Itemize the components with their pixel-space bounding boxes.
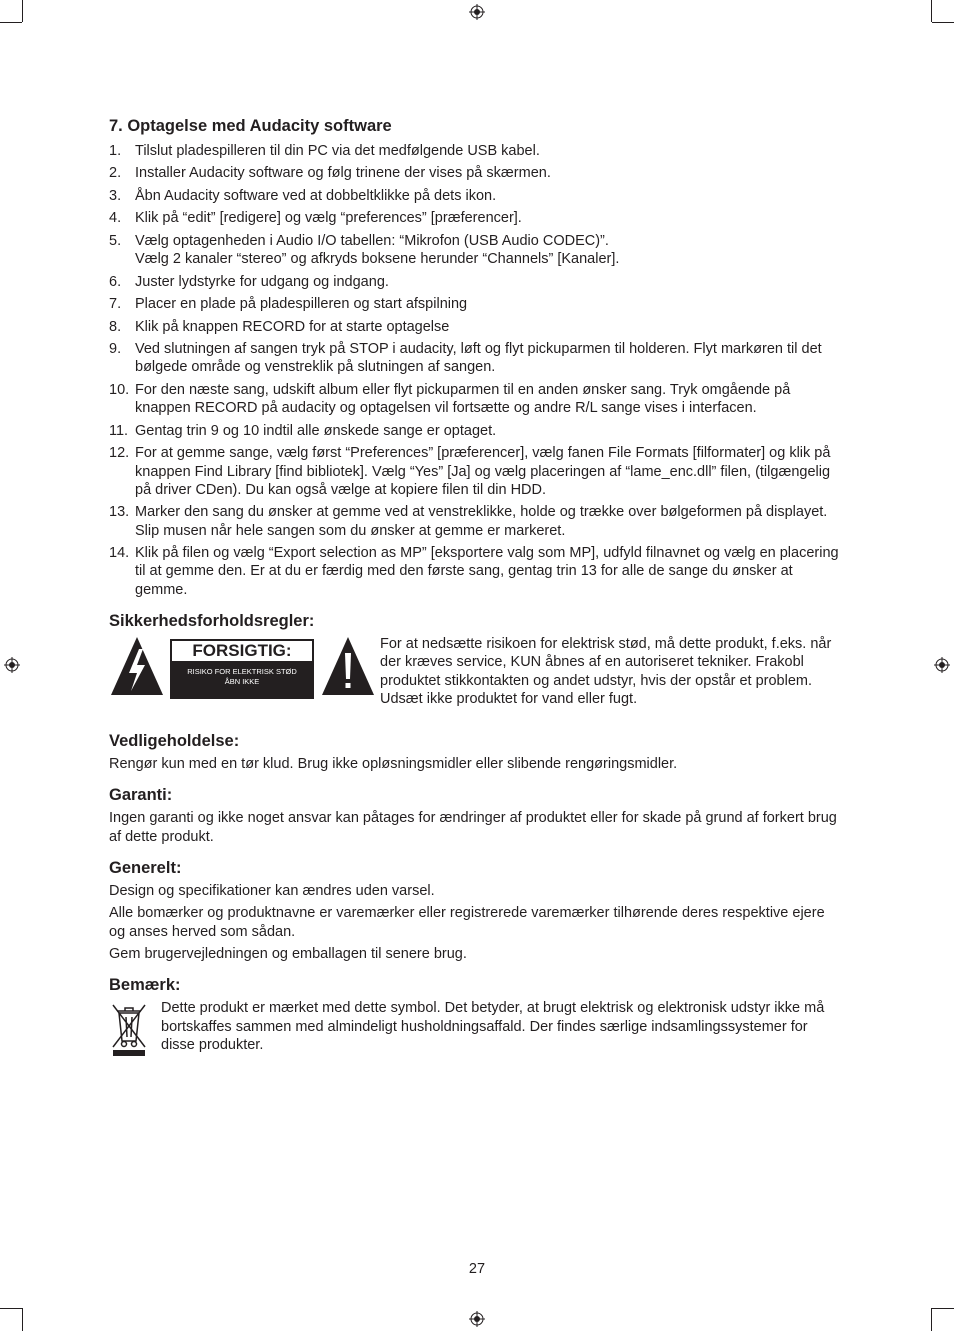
- list-item: 2. Installer Audacity software og følg trinene der vises på skærmen.: [109, 165, 551, 182]
- list-item: 3. Åbn Audacity software ved at dobbeltklikke på dets ikon.: [109, 187, 497, 204]
- crop-mark: [932, 22, 954, 23]
- list-item: 7. Placer en plade på pladespilleren og start afspilning: [109, 296, 468, 313]
- warranty-text: Ingen garanti og ikke noget ansvar kan påtages for ændringer af produktet eller for skade på grund af forkert brug af dette produkt.: [109, 810, 837, 845]
- exclamation-warning-icon: [320, 635, 376, 697]
- list-item: 6. Juster lydstyrke for udgang og indgang.: [109, 273, 389, 290]
- general-text-2: Alle bomærker og produktnavne er varemærker eller registrerede varemærker tilhørende deres respektive ejere og anses herved som sådan.: [109, 905, 825, 940]
- page-number: 27: [468, 1261, 486, 1277]
- safety-text: For at nedsætte risikoen for elektrisk stød, må dette produkt, f.eks. når der kræves service, KUN åbnes af en autoriseret tekniker. Frakobl produktet stikkontakten og andet udstyr, hvis der opstår et problem. Udsæt ikke produktet for vand eller fugt.: [380, 635, 832, 707]
- list-item: 13. Marker den sang du ønsker at gemme ved at venstreklikke, holde og trække over bølgeformen på displayet. Slip musen når hele sangen som du ønsker at gemme er markeret.: [109, 504, 828, 539]
- maintenance-text: Rengør kun med en tør klud. Brug ikke opløsningsmidler eller slibende rengøringsmidler.: [109, 755, 678, 772]
- lightning-warning-icon: [109, 635, 165, 697]
- registration-mark-icon: [4, 657, 20, 673]
- caution-label: [170, 639, 314, 699]
- section-title-note: Bemærk:: [109, 976, 181, 995]
- crop-mark: [22, 0, 23, 22]
- crossed-bin-icon: [109, 999, 149, 1057]
- registration-mark-icon: [934, 657, 950, 673]
- list-item: 4. Klik på “edit” [redigere] og vælg “preferences” [præferencer].: [109, 210, 522, 227]
- caution-subtitle: RISIKO FOR ELEKTRISK STØD ÅBN IKKE: [187, 666, 297, 686]
- registration-mark-icon: [469, 4, 485, 20]
- general-text-1: Design og specifikationer kan ændres uden varsel.: [109, 882, 435, 899]
- list-item: 12. For at gemme sange, vælg først “Preferences” [præferencer], vælg fanen File Formats [filformater] og klik på knappen Find Library [find bibliotek]. Vælg “Yes” [Ja] og vælg placeringen af “lame_enc.dll” filen, (tilgængelig på driver CDen). Du kan også vælge at kopiere filen til din HDD.: [109, 445, 831, 498]
- crop-mark: [22, 1308, 23, 1331]
- crop-mark: [932, 1308, 954, 1309]
- list-item: 11. Gentag trin 9 og 10 indtil alle ønskede sange er optaget.: [109, 422, 497, 439]
- crop-mark: [0, 1308, 22, 1309]
- section-title-maintenance: Vedligeholdelse:: [109, 731, 240, 750]
- crop-mark: [0, 22, 22, 23]
- weee-block: [109, 999, 844, 1059]
- caution-title: FORSIGTIG:: [171, 640, 313, 662]
- list-item: 8. Klik på knappen RECORD for at starte optagelse: [109, 318, 450, 335]
- list-item: 10. For den næste sang, udskift album eller flyt pickuparmen til en anden ønsker sang. Tryk omgående på knappen RECORD på audacity og optagelsen vil fortsætte og andre R/L sange vises i interfacen.: [109, 381, 791, 417]
- section-title-safety: Sikkerhedsforholdsregler:: [109, 611, 315, 630]
- page-content: [109, 116, 844, 1059]
- section-title-general: Generelt:: [109, 858, 182, 877]
- registration-mark-icon: [469, 1311, 485, 1327]
- list-item: 9. Ved slutningen af sangen tryk på STOP i audacity, løft og flyt pickuparmen til holderen. Flyt markøren til det bølgede område og venstreklik på slutningen af sangen.: [109, 341, 822, 376]
- section-title-warranty: Garanti:: [109, 786, 173, 805]
- safety-block: [109, 635, 844, 719]
- crop-mark: [931, 1308, 932, 1331]
- list-item: 14. Klik på filen og vælg “Export selection as MP” [eksportere valg som MP], udfyld filnavnet og vælg en placering til at gemme den. Er at du er færdig med den første sang, gentag trin 13 for alle de sange du ønsker at gemme.: [109, 545, 839, 598]
- section-title-recording: 7. Optagelse med Audacity software: [109, 117, 392, 135]
- recording-steps-list: [109, 142, 844, 599]
- list-item: 5. Vælg optagenheden i Audio I/O tabellen: “Mikrofon (USB Audio CODEC)”. Vælg 2 kanaler “stereo” og afkryds boksene herunder “Channels” [Kanaler].: [109, 232, 620, 268]
- list-item: 1. Tilslut pladespilleren til din PC via det medfølgende USB kabel.: [109, 143, 540, 159]
- general-text-3: Gem brugervejledningen og emballagen til senere brug.: [109, 946, 467, 963]
- crop-mark: [931, 0, 932, 22]
- weee-text: Dette produkt er mærket med dette symbol. Det betyder, at brugt elektrisk og elektronisk udstyr ikke må bortskaffes sammen med almindeligt husholdningsaffald. Der findes særlige indsamlingssystemer for disse produkter.: [161, 1000, 825, 1054]
